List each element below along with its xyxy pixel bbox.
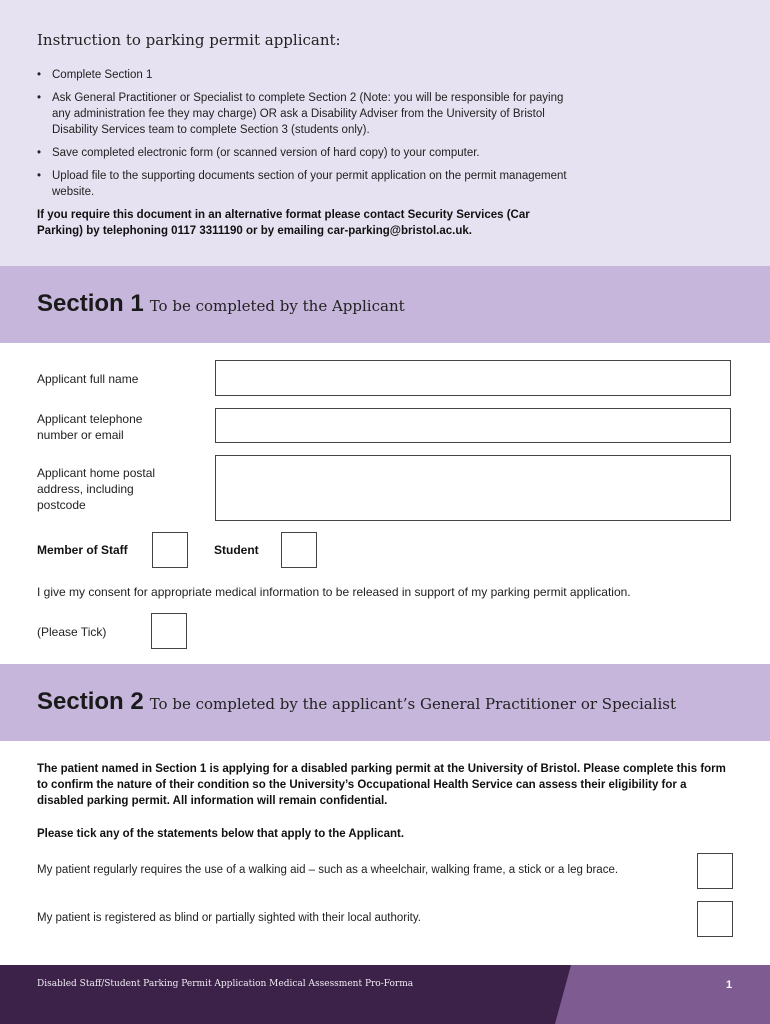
footer-accent-shape — [555, 965, 770, 1024]
instruction-item: • Upload file to the supporting documents section of your permit application on the permit management website. — [37, 168, 577, 200]
instructions-title: Instruction to parking permit applicant: — [37, 31, 341, 49]
address-label: Applicant home postal address, including postcode — [37, 466, 156, 512]
name-field[interactable] — [215, 360, 731, 396]
section2-subtitle: To be completed by the applicant’s General Practitioner or Specialist — [149, 695, 677, 713]
address-field[interactable] — [215, 455, 731, 521]
instruction-item: • Save completed electronic form (or scanned version of hard copy) to your computer. — [37, 145, 577, 161]
phone-field[interactable] — [215, 408, 731, 443]
statement-walking-aid: My patient regularly requires the use of a walking aid – such as a wheelchair, walking frame, a stick or a leg brace. — [37, 864, 619, 876]
section2-intro: The patient named in Section 1 is applying for a disabled parking permit at the University of Bristol. Please complete this form to confirm the nature of their condition so the University’s Occupational Health Service can assess their eligibility for a disabled parking permit. All information will remain confidential. — [37, 763, 726, 807]
staff-checkbox[interactable] — [152, 532, 188, 568]
footer — [0, 965, 770, 1024]
contact-note: If you require this document in an alternative format please contact Security Services (Car Parking) by telephoning 0117 3311190 or by emailing car-parking@bristol.ac.uk. — [37, 209, 530, 237]
section1-header — [0, 266, 770, 343]
footer-title: Disabled Staff/Student Parking Permit Application Medical Assessment Pro-Forma — [37, 979, 414, 989]
blind-checkbox[interactable] — [697, 901, 733, 937]
section1-title — [37, 290, 405, 318]
instructions-list — [37, 67, 577, 207]
student-checkbox[interactable] — [281, 532, 317, 568]
please-tick-label: (Please Tick) — [37, 625, 107, 639]
section2-header — [0, 664, 770, 741]
section1-number: Section 1 — [37, 290, 144, 317]
staff-label: Member of Staff — [37, 543, 128, 557]
page-number: 1 — [726, 979, 733, 991]
instruction-item: • Ask General Practitioner or Specialist to complete Section 2 (Note: you will be responsible for paying any administration fee they may charge) OR ask a Disability Adviser from the University of Bristol Disability Services team to complete Section 3 (students only). — [37, 90, 577, 138]
section2-instruction: Please tick any of the statements below that apply to the Applicant. — [37, 828, 405, 840]
instruction-item: • Complete Section 1 — [37, 67, 577, 83]
section2-number: Section 2 — [37, 688, 144, 715]
phone-label: Applicant telephone number or email — [37, 412, 143, 442]
statement-blind: My patient is registered as blind or partially sighted with their local authority. — [37, 912, 421, 924]
instructions-panel — [0, 0, 770, 266]
consent-text: I give my consent for appropriate medical information to be released in support of my parking permit application. — [37, 585, 631, 599]
walking-aid-checkbox[interactable] — [697, 853, 733, 889]
student-label: Student — [214, 543, 259, 557]
consent-checkbox[interactable] — [151, 613, 187, 649]
section2-title — [37, 688, 676, 716]
name-label: Applicant full name — [37, 372, 139, 386]
section1-subtitle: To be completed by the Applicant — [149, 297, 405, 315]
